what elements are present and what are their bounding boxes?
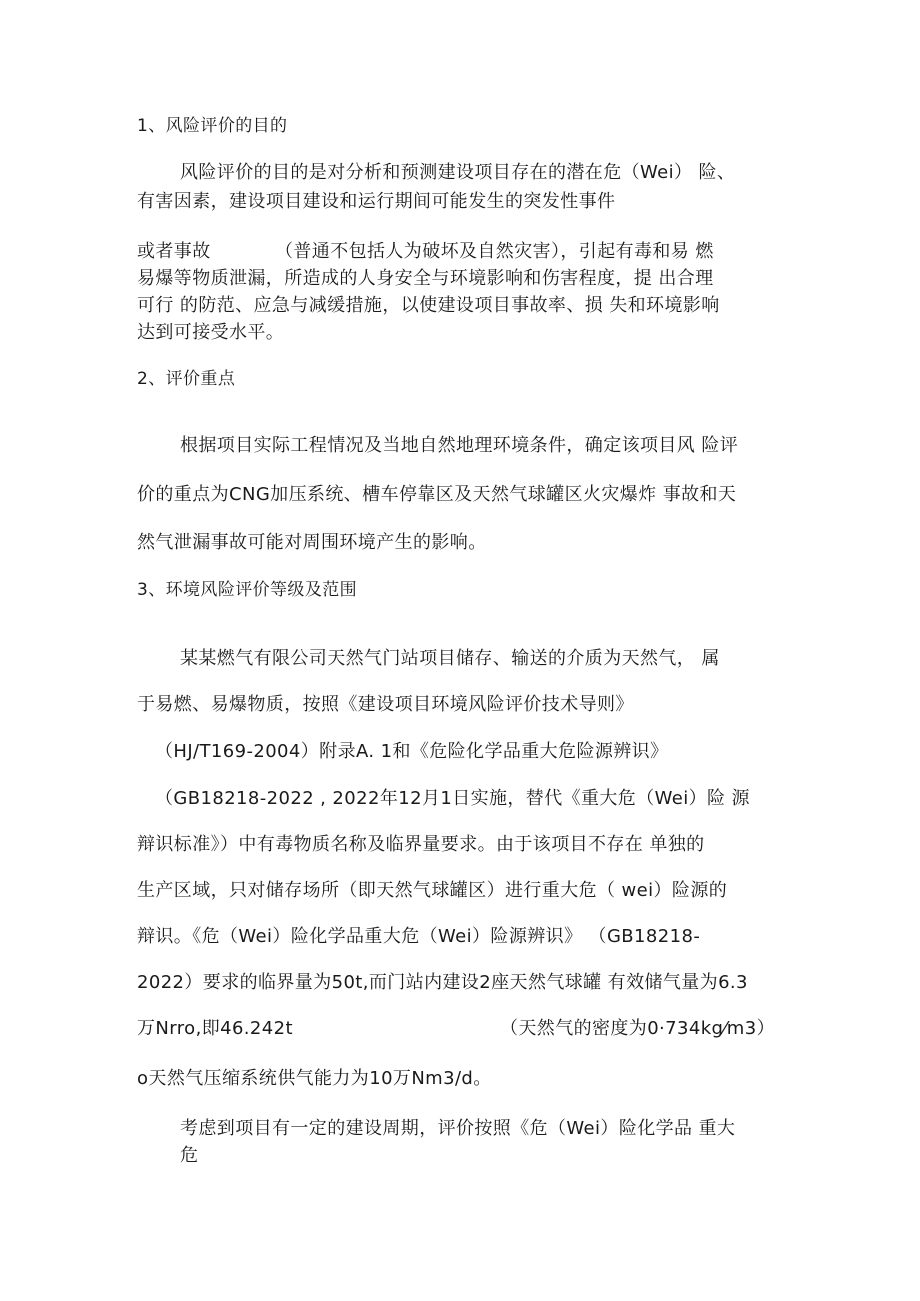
section-1-para-2-line-1a: 或者事故 — [137, 241, 211, 262]
section-3-para-1-line-3: （HJ/T169-2004）附录A. 1和《危险化学品重大危险源辨识》 — [155, 741, 669, 762]
section-3-para-2-line-1: 考虑到项目有一定的建设周期，评价按照《危（Wei）险化学品 重大 — [180, 1118, 736, 1139]
section-1-para-2-line-1b: （普通不包括人为破坏及自然灾害），引起有毒和易 燃 — [275, 241, 714, 262]
section-2-para-line-2: 价的重点为CNG加压系统、槽车停靠区及天然气球罐区火灾爆炸 事故和天 — [137, 484, 737, 505]
section-3-para-1-line-9a: 万Nrro,即46.242t — [137, 1018, 293, 1039]
section-3-para-1-line-9b: （天然气的密度为0·734kg⁄m3） — [500, 1018, 775, 1039]
section-3-para-1-line-4: （GB18218-2022 , 2022年12月1日实施，替代《重大危（Wei）险 源 — [155, 788, 750, 809]
section-3-para-1-line-2: 于易燃、易爆物质，按照《建设项目环境风险评价技术导则》 — [137, 694, 634, 715]
section-3-para-1-line-6: 生产区域，只对储存场所（即天然气球罐区）进行重大危（ wei）险源的 — [137, 880, 728, 901]
section-3-para-1-line-7: 辩识。《危（Wei）险化学品重大危（Wei）险源辨识》 （GB18218- — [137, 926, 701, 947]
section-1-para-2-line-4: 达到可接受水平。 — [137, 322, 285, 343]
section-3-para-1-line-10: o天然气压缩系统供气能力为10万Nm3/d。 — [137, 1068, 492, 1089]
section-3-para-2-line-2: 危 — [180, 1145, 199, 1166]
section-2-heading: 2、评价重点 — [137, 369, 236, 389]
section-3-para-1-line-5: 辩识标准》）中有毒物质名称及临界量要求。由于该项目不存在 单独的 — [137, 834, 705, 855]
section-2-para-line-1: 根据项目实际工程情况及当地自然地理环境条件，确定该项目风 险评 — [180, 435, 739, 456]
section-1-para-1-line-2: 有害因素，建设项目建设和运行期间可能发生的突发性事件 — [137, 191, 616, 212]
section-3-para-1-line-8: 2022）要求的临界量为50t,而门站内建设2座天然气球罐 有效储气量为6.3 — [137, 972, 748, 993]
section-3-heading: 3、环境风险评价等级及范围 — [137, 580, 358, 600]
section-1-para-2-line-2: 易爆等物质泄漏，所造成的人身安全与环境影响和伤害程度，提 出合理 — [137, 268, 714, 289]
section-2-para-line-3: 然气泄漏事故可能对周围环境产生的影响。 — [137, 532, 487, 553]
section-1-para-1-line-1: 风险评价的目的是对分析和预测建设项目存在的潜在危（Wei） 险、 — [180, 162, 736, 183]
section-1-para-2-line-3: 可行 的防范、应急与减缓措施，以使建设项目事故率、损 失和环境影响 — [137, 295, 720, 316]
section-1-heading: 1、风险评价的目的 — [137, 116, 288, 136]
section-3-para-1-line-1: 某某燃气有限公司天然气门站项目储存、输送的介质为天然气， 属 — [180, 648, 720, 669]
